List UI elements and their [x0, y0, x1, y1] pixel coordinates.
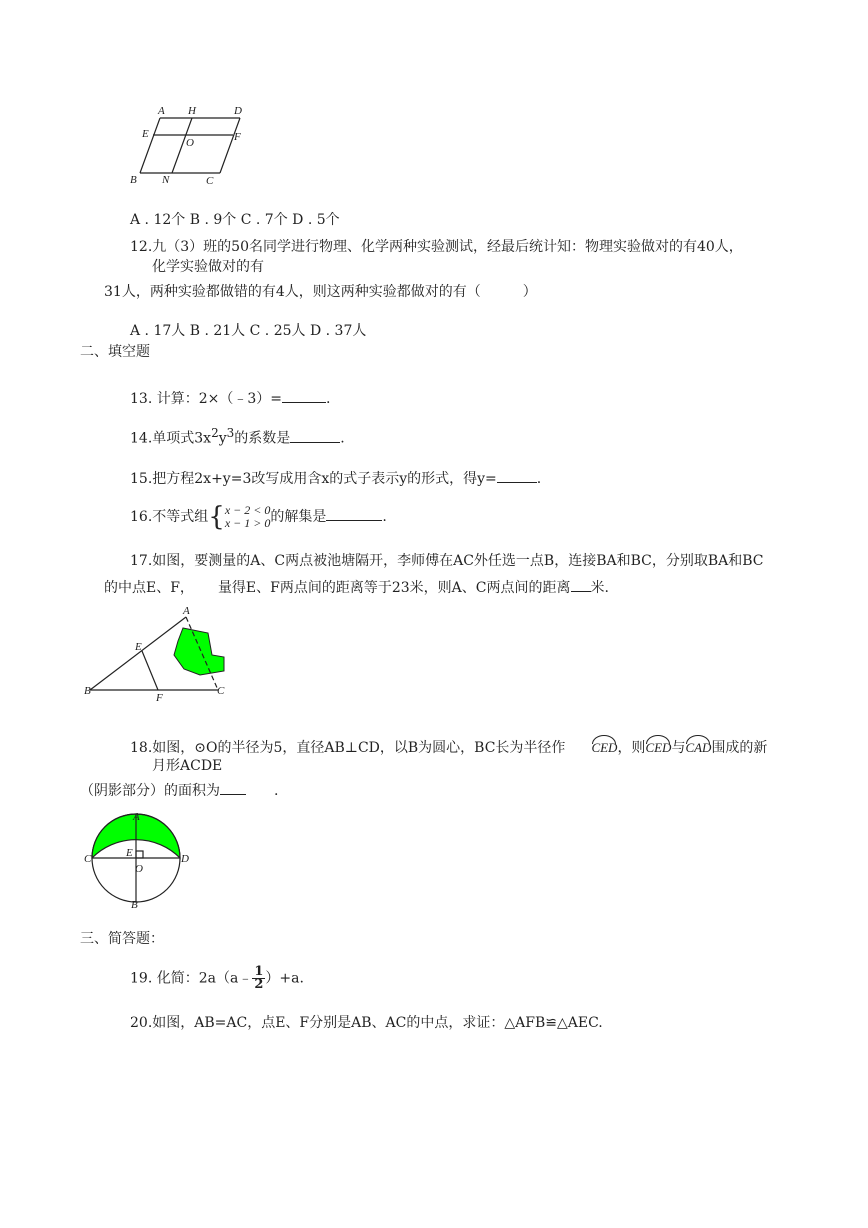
q17-text2c: 米. — [590, 580, 609, 596]
label-A: A — [158, 105, 165, 117]
q12-line1 — [130, 236, 743, 256]
q19-post: ）+a. — [265, 970, 304, 987]
q20 — [130, 1012, 603, 1032]
circle-crescent-figure — [82, 808, 192, 908]
q15-answer-blank[interactable] — [497, 468, 537, 483]
q16-ineq1: x − 2 < 0 — [224, 503, 271, 517]
q15-end: . — [536, 471, 542, 487]
q13-end: . — [326, 391, 331, 407]
q12-line3: 31人，两种实验都做错的有4人，则这两种实验都做对的有（ ） — [104, 284, 537, 300]
q19-numerator: 1 — [254, 964, 264, 979]
q13-text: 13. 计算：2×（﹣3）= — [130, 391, 282, 407]
q15 — [130, 468, 541, 488]
q18-sep: ，则 — [617, 740, 646, 756]
tri-label-A: A — [183, 605, 190, 617]
label-B: B — [130, 174, 137, 186]
tri-label-E: E — [135, 641, 142, 653]
tri-label-B: B — [84, 685, 91, 697]
q12-line2: 化学实验做对的有 — [152, 259, 264, 275]
label-O: O — [186, 137, 194, 149]
triangle-pond-figure — [80, 605, 240, 705]
circ-label-O: O — [135, 863, 143, 875]
q14 — [130, 426, 345, 448]
q16-pre: 不等式组 — [152, 509, 209, 525]
q19 — [130, 966, 304, 991]
section3-title: 三、简答题： — [80, 931, 164, 947]
label-C: C — [206, 175, 214, 187]
q14-answer-blank[interactable] — [290, 428, 340, 443]
q14-exp1: 2 — [211, 426, 219, 440]
circ-label-E: E — [126, 847, 133, 859]
parallelogram-figure — [120, 98, 260, 193]
q18-answer-blank[interactable] — [220, 780, 246, 795]
q19-fraction — [252, 966, 265, 991]
circ-label-A: A — [133, 811, 140, 823]
q16-answer-blank[interactable] — [326, 506, 382, 521]
q14-exp2: 3 — [226, 426, 235, 440]
q17-answer-blank[interactable] — [571, 577, 591, 592]
q13 — [130, 388, 330, 408]
pond-shape — [174, 628, 224, 675]
q14-post: 的系数是 — [234, 430, 291, 447]
q16-system — [225, 504, 271, 530]
q18-tail: 围成的新 — [711, 740, 768, 756]
label-F: F — [234, 131, 241, 143]
label-N: N — [162, 174, 170, 186]
q18-text3: （阴影部分）的面积为 — [80, 783, 220, 799]
q16 — [130, 501, 387, 532]
section2-title: 二、填空题 — [80, 344, 150, 360]
q18-arc-ced-2: CED — [645, 734, 671, 756]
q17-text1: 如图，要测量的A、C两点被池塘隔开，李师傅在AC外任选一点B，连接BA和BC，分别取BA和BC — [152, 553, 764, 569]
q19-pre: 19. 化简：2a（a﹣ — [130, 970, 253, 987]
q14-number: 14. — [130, 430, 153, 447]
label-D: D — [234, 105, 242, 117]
q16-brace: { — [208, 501, 225, 532]
q17-line1 — [130, 550, 764, 570]
q17-number: 17. — [130, 553, 153, 569]
q15-text: 把方程2x+y=3改写成用含x的式子表示y的形式，得y= — [152, 471, 497, 487]
q14-end: . — [340, 430, 345, 447]
q12-options: A . 17人 B . 21人 C . 25人 D . 37人 — [130, 323, 367, 339]
q18-with: 与 — [671, 740, 686, 756]
label-H: H — [188, 105, 196, 117]
q18-arc-ced-1: CED — [591, 734, 617, 756]
q13-answer-blank[interactable] — [282, 388, 326, 403]
q15-number: 15. — [130, 471, 153, 487]
q17-line2 — [104, 577, 609, 597]
circ-label-D: D — [181, 853, 189, 865]
circ-label-B: B — [131, 899, 138, 908]
q17-text2b: 量得E、F两点间的距离等于23米，则A、C两点间的距离 — [217, 580, 571, 596]
q16-ineq2: x − 1 > 0 — [224, 516, 271, 530]
circ-label-C: C — [84, 853, 92, 865]
tri-label-C: C — [217, 685, 225, 697]
q18-text1: 如图，⊙O的半径为5，直径AB⊥CD，以B为圆心，BC长为半径作 — [152, 740, 566, 756]
q18-number: 18. — [130, 740, 153, 756]
q17-text2a: 的中点E、F， — [104, 580, 194, 596]
q11-options: A . 12个 B . 9个 C . 7个 D . 5个 — [130, 212, 340, 228]
q16-post: 的解集是 — [270, 509, 327, 525]
q18-arc-cad: CAD — [685, 734, 711, 756]
q16-end: . — [382, 509, 387, 525]
q18-line2: 月形ACDE — [152, 758, 223, 774]
q12-text1: 九（3）班的50名同学进行物理、化学两种实验测试，经最后统计知：物理实验做对的有40人， — [152, 239, 743, 255]
tri-label-F: F — [156, 692, 163, 704]
q14-mid: y — [218, 430, 227, 447]
q20-number: 20. — [130, 1015, 153, 1031]
q18-line3 — [80, 780, 278, 800]
q12-number: 12. — [130, 239, 153, 255]
q16-number: 16. — [130, 509, 153, 525]
q19-denominator: 2 — [254, 977, 264, 992]
q20-text: 如图，AB=AC，点E、F分别是AB、AC的中点，求证：△AFB≌△AEC. — [152, 1015, 603, 1031]
q18-line1 — [130, 734, 767, 757]
q14-pre: 单项式3x — [152, 430, 212, 447]
q18-end: . — [274, 783, 279, 799]
label-E: E — [142, 128, 149, 140]
